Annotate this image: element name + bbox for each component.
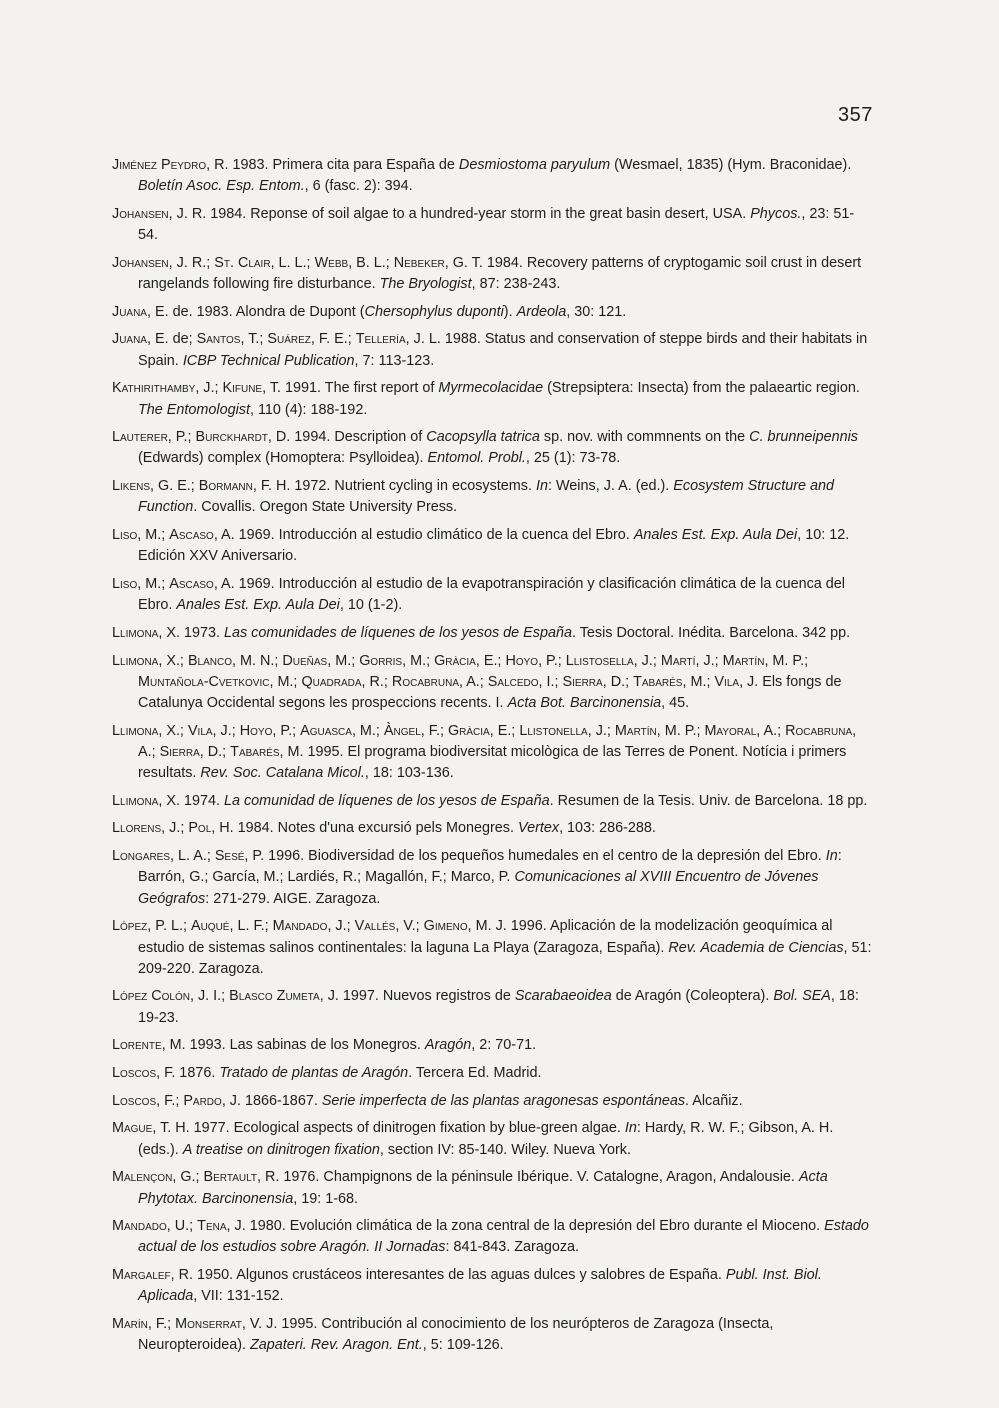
reference-author: Martí bbox=[660, 652, 696, 669]
reference-text: , 45. bbox=[661, 694, 690, 711]
reference-entry bbox=[112, 1167, 874, 1209]
reference-author: Mandado bbox=[272, 918, 328, 935]
reference-text: , J. 1997. Nuevos registros de bbox=[319, 988, 515, 1005]
reference-italic: Boletín Asoc. Esp. Entom. bbox=[138, 178, 305, 195]
reference-text: , J. R.; bbox=[168, 254, 215, 271]
reference-text: , E.; bbox=[489, 722, 520, 739]
reference-text: . Tesis Doctoral. Inédita. Barcelona. 342 pp. bbox=[571, 624, 851, 641]
reference-text: , L. F.; bbox=[229, 918, 273, 935]
reference-text: , VII: 131-152. bbox=[193, 1288, 284, 1305]
reference-entry bbox=[112, 378, 874, 420]
reference-author: Mandado bbox=[112, 1218, 167, 1235]
reference-text: , J.; bbox=[161, 820, 189, 837]
reference-author: Blanco bbox=[187, 652, 232, 669]
reference-text: : 271-279. AIGE. Zaragoza. bbox=[205, 890, 381, 907]
reference-text: , E.; bbox=[475, 652, 506, 669]
reference-entry bbox=[112, 623, 874, 644]
reference-author: Tabarés bbox=[633, 673, 683, 690]
reference-text: , B. L.; bbox=[348, 254, 394, 271]
reference-text: , J. I.; bbox=[189, 988, 230, 1005]
reference-author: Nebeker bbox=[393, 254, 445, 271]
reference-text: . Resumen de la Tesis. Univ. de Barcelona. 18 pp. bbox=[549, 792, 868, 809]
reference-entry bbox=[112, 329, 874, 371]
reference-author: Liso bbox=[112, 575, 138, 592]
reference-entry bbox=[112, 651, 874, 715]
reference-text: , 23: 51-54. bbox=[138, 205, 855, 244]
reference-entry bbox=[112, 427, 874, 469]
reference-author: Dueñas bbox=[282, 652, 328, 669]
reference-entry bbox=[112, 846, 874, 910]
reference-author: Gràcia bbox=[434, 652, 476, 669]
reference-author: Rocabruna bbox=[391, 673, 459, 690]
reference-italic: Publ. Inst. Biol. Aplicada bbox=[138, 1267, 822, 1305]
reference-author: Malençon bbox=[112, 1169, 173, 1186]
reference-author: Burckhardt bbox=[195, 429, 268, 446]
reference-text: , F. 1876. bbox=[156, 1065, 220, 1082]
reference-text: , M. 1995. El programa biodiversitat micològica de las Terres de Ponent. Notícia i primers resultats. bbox=[138, 743, 847, 782]
reference-italic: Serie imperfecta de las plantas aragonesas espontáneas bbox=[321, 1092, 686, 1109]
reference-text: , J. 1866-1867. bbox=[221, 1092, 322, 1109]
reference-text: , 18: 19-23. bbox=[138, 988, 859, 1026]
reference-author: Llimona bbox=[112, 792, 159, 809]
reference-text: , P.; bbox=[272, 722, 301, 739]
reference-italic: Vertex bbox=[518, 820, 560, 837]
reference-entry bbox=[112, 1216, 874, 1258]
reference-author: Lorente bbox=[112, 1037, 162, 1054]
reference-text: , 51: 209-220. Zaragoza. bbox=[138, 939, 872, 977]
reference-author: Liso bbox=[112, 527, 138, 544]
reference-author: Llorens bbox=[112, 820, 162, 837]
reference-author: Jiménez Peydro bbox=[112, 157, 207, 173]
reference-text: , X.; bbox=[158, 722, 188, 739]
reference-author: Llistonella bbox=[519, 722, 588, 739]
reference-author: Ascaso bbox=[169, 575, 214, 592]
reference-text: , T. 1991. The first report of bbox=[262, 380, 439, 397]
reference-author: Ascaso bbox=[169, 527, 214, 544]
reference-author: Quadrada bbox=[301, 673, 362, 690]
reference-text: : Barrón, G.; García, M.; Lardiés, R.; Magallón, F.; Marco, P. bbox=[138, 848, 842, 886]
reference-text: , R. 1983. Primera cita para España de bbox=[206, 157, 459, 173]
reference-author: Martín bbox=[614, 722, 657, 739]
reference-italic: In bbox=[624, 1120, 637, 1137]
reference-text: , X. 1974. bbox=[158, 792, 224, 809]
reference-text: , M.; bbox=[269, 673, 302, 690]
reference-entry bbox=[112, 1063, 874, 1084]
reference-author: Llimona bbox=[112, 722, 159, 739]
reference-author: López bbox=[112, 918, 148, 935]
reference-text: , 10 (1-2). bbox=[339, 597, 403, 614]
reference-italic: A treatise on dinitrogen fixation bbox=[182, 1141, 380, 1158]
reference-text: , X.; bbox=[158, 652, 188, 669]
reference-text: , V. J. 1995. Contribución al conocimiento de los neurópteros de Zaragoza (Insecta, Neuropteroidea). bbox=[138, 1316, 774, 1354]
reference-italic: ICBP Technical Publication bbox=[182, 352, 355, 369]
reference-text: , 5: 109-126. bbox=[422, 1337, 504, 1354]
reference-author: Llimona bbox=[112, 652, 159, 669]
reference-text: , A. 1969. Introducción al estudio climático de la cuenca del Ebro. bbox=[213, 527, 634, 544]
reference-author: Gimeno bbox=[423, 918, 468, 935]
reference-author: Juana bbox=[112, 331, 147, 348]
reference-text: , M.; bbox=[137, 575, 170, 592]
reference-author: Muntañola-Cvetkovic bbox=[138, 673, 270, 690]
reference-entry bbox=[112, 253, 874, 295]
reference-text: , R. 1950. Algunos crustáceos interesantes de las aguas dulces y salobres de España. bbox=[170, 1267, 726, 1284]
reference-author: Juana bbox=[112, 303, 147, 320]
reference-text: , section IV: 85-140. Wiley. Nueva York. bbox=[379, 1141, 632, 1158]
reference-author: Blasco Zumeta bbox=[229, 988, 320, 1005]
reference-author: Webb bbox=[314, 254, 349, 271]
reference-italic: Tratado de plantas de Aragón bbox=[219, 1065, 409, 1082]
reference-text: , F.; bbox=[420, 722, 448, 739]
reference-text: , T.; bbox=[240, 331, 268, 348]
reference-text: , M. N.; bbox=[232, 652, 283, 669]
reference-author: Santos bbox=[196, 331, 241, 348]
reference-italic: Ecosystem Structure and Function bbox=[138, 478, 835, 516]
reference-text: , F. H. 1972. Nutrient cycling in ecosystems. bbox=[252, 478, 536, 495]
reference-text: , A.; bbox=[138, 722, 857, 760]
reference-text: , 87: 238-243. bbox=[471, 276, 561, 293]
reference-italic: Myrmecolacidae bbox=[438, 380, 544, 397]
reference-text: , F.; bbox=[147, 1316, 176, 1333]
reference-italic: La comunidad de líquenes de los yesos de España bbox=[223, 792, 550, 809]
reference-text: sp. nov. with commnents on the bbox=[539, 429, 750, 446]
reference-text: , T. H. 1977. Ecological aspects of dinitrogen fixation by blue-green algae. bbox=[152, 1120, 625, 1137]
reference-text: , 103: 286-288. bbox=[559, 820, 656, 837]
reference-text: , 30: 121. bbox=[566, 303, 627, 320]
reference-text: de Aragón (Coleoptera). bbox=[611, 988, 774, 1005]
reference-text: , R.; bbox=[361, 673, 392, 690]
reference-text: , L. L.; bbox=[270, 254, 315, 271]
reference-text: . Tercera Ed. Madrid. bbox=[408, 1065, 542, 1082]
reference-italic: Ardeola bbox=[516, 303, 567, 320]
reference-entry bbox=[112, 1091, 874, 1112]
reference-text: , J.; bbox=[587, 722, 615, 739]
reference-text: , J. Els fongs de Catalunya Occidental segons les prospeccions recents. I. bbox=[138, 673, 842, 711]
reference-text: , M.; bbox=[351, 722, 384, 739]
reference-text: , M.; bbox=[137, 527, 170, 544]
reference-author: Sesé bbox=[214, 848, 245, 865]
reference-text: , J.; bbox=[633, 652, 661, 669]
reference-text: , P. L.; bbox=[147, 918, 191, 935]
reference-author: Vila bbox=[714, 673, 740, 690]
reference-author: Loscos bbox=[112, 1065, 157, 1082]
reference-entry bbox=[112, 155, 874, 197]
reference-text: , M. J. 1996. Aplicación de la modelización geoquímica al estudio de sistemas salinos continentales: la laguna La Playa (Zaragoza, España). bbox=[138, 918, 833, 956]
reference-text: , G. T. 1984. Recovery patterns of cryptogamic soil crust in desert rangelands following fire disturbance. bbox=[138, 254, 862, 293]
reference-text: , G.; bbox=[172, 1169, 204, 1186]
reference-author: Tena bbox=[197, 1218, 227, 1235]
reference-author: Loscos bbox=[112, 1092, 157, 1109]
reference-text: , P.; bbox=[538, 652, 566, 669]
reference-text: , M.; bbox=[402, 652, 435, 669]
reference-italic: Scarabaeoidea bbox=[514, 988, 612, 1005]
reference-author: Tellería bbox=[355, 331, 406, 348]
reference-author: Gràcia bbox=[447, 722, 490, 739]
reference-text: , J.; bbox=[327, 918, 355, 935]
reference-text: : Hardy, R. W. F.; Gibson, A. H. (eds.). bbox=[138, 1120, 834, 1158]
reference-entry bbox=[112, 1314, 874, 1356]
reference-text: , P.; bbox=[167, 429, 196, 446]
reference-text: , J. R. 1984. Reponse of soil algae to a hundred-year storm in the great basin desert, USA. bbox=[168, 205, 751, 222]
reference-italic: In bbox=[825, 848, 838, 865]
reference-author: Vallés bbox=[354, 918, 396, 935]
reference-text: , 6 (fasc. 2): 394. bbox=[304, 178, 413, 195]
reference-text: , M. 1993. Las sabinas de los Monegros. bbox=[161, 1037, 425, 1054]
reference-author: Kifune bbox=[222, 380, 263, 397]
reference-italic: Desmiostoma paryulum bbox=[458, 157, 611, 173]
reference-entry bbox=[112, 525, 874, 567]
reference-italic: The Entomologist bbox=[138, 401, 250, 418]
reference-text: , E. de. 1983. Alondra de Dupont ( bbox=[146, 303, 365, 320]
reference-italic: Entomol. Probl. bbox=[427, 450, 526, 467]
reference-text: , 19: 1-68. bbox=[293, 1190, 359, 1207]
reference-text: , D.; bbox=[199, 743, 231, 760]
reference-text: , V.; bbox=[395, 918, 424, 935]
reference-text: , U.; bbox=[166, 1218, 198, 1235]
reference-author: Sierra bbox=[159, 743, 200, 760]
reference-author: Gorris bbox=[359, 652, 403, 669]
reference-italic: Estado actual de los estudios sobre Aragón. II Jornadas bbox=[138, 1218, 869, 1256]
reference-entry bbox=[112, 1265, 874, 1307]
reference-entry bbox=[112, 791, 874, 812]
reference-text: , 25 (1): 73-78. bbox=[525, 450, 621, 467]
reference-text: : Weins, J. A. (ed.). bbox=[547, 478, 674, 495]
reference-italic: Cacopsylla tatrica bbox=[426, 429, 540, 446]
reference-italic: C. brunneipennis bbox=[749, 429, 858, 446]
reference-text: , H. 1984. Notes d'una excursió pels Monegres. bbox=[211, 820, 518, 837]
reference-italic: Anales Est. Exp. Aula Dei bbox=[176, 597, 340, 614]
page-number: 357 bbox=[838, 104, 873, 126]
reference-author: Auqué bbox=[190, 918, 230, 935]
reference-text: , G. E.; bbox=[150, 478, 199, 495]
reference-italic: Phycos. bbox=[750, 205, 802, 222]
reference-author: Bertault bbox=[203, 1169, 258, 1186]
reference-text: , L. A.; bbox=[170, 848, 215, 865]
reference-author: Rocabruna bbox=[785, 722, 853, 739]
reference-author: Àngel bbox=[383, 722, 421, 739]
reference-italic: Las comunidades de líquenes de los yesos de España bbox=[223, 624, 572, 641]
reference-text: (Wesmael, 1835) (Hym. Braconidae). bbox=[610, 157, 852, 173]
reference-author: López Colón bbox=[112, 988, 190, 1005]
reference-text: , A.; bbox=[756, 722, 786, 739]
reference-italic: Aragón bbox=[424, 1037, 472, 1054]
reference-author: Tabarés bbox=[230, 743, 280, 760]
reference-author: Mague bbox=[112, 1120, 153, 1137]
reference-italic: Rev. Soc. Catalana Micol. bbox=[200, 765, 365, 782]
reference-entry bbox=[112, 818, 874, 839]
reference-author: Salcedo bbox=[487, 673, 539, 690]
reference-italic: Chersophylus duponti bbox=[364, 303, 504, 320]
reference-author: Vila bbox=[187, 722, 213, 739]
reference-text: , R. 1976. Champignons de la péninsule Ibérique. V. Catalogne, Aragon, Andalousie. bbox=[257, 1169, 799, 1186]
reference-author: Hoyo bbox=[239, 722, 273, 739]
reference-italic: Bol. SEA bbox=[773, 988, 831, 1005]
reference-author: Johansen bbox=[112, 254, 169, 271]
reference-text: , M.; bbox=[327, 652, 360, 669]
reference-author: Kathirithamby bbox=[112, 380, 196, 397]
reference-author: Llistosella bbox=[565, 652, 634, 669]
reference-author: Hoyo bbox=[505, 652, 539, 669]
reference-author: Martín bbox=[722, 652, 765, 669]
reference-text: , J.; bbox=[695, 652, 723, 669]
reference-author: Bormann bbox=[198, 478, 253, 495]
reference-text: , 2: 70-71. bbox=[471, 1037, 537, 1054]
reference-text: , J.; bbox=[212, 722, 240, 739]
reference-author: Mayoral bbox=[704, 722, 757, 739]
reference-italic: In bbox=[535, 478, 548, 495]
reference-text: (Edwards) complex (Homoptera: Psylloidea). bbox=[138, 450, 428, 467]
reference-author: St. Clair bbox=[214, 254, 271, 271]
reference-italic: Acta Phytotax. Barcinonensia bbox=[138, 1169, 828, 1207]
reference-text: , M. P.; bbox=[764, 652, 809, 669]
reference-entry bbox=[112, 302, 874, 323]
reference-text: (Strepsiptera: Insecta) from the palaeartic region. bbox=[543, 380, 860, 397]
reference-text: ). bbox=[503, 303, 517, 320]
reference-author: Longares bbox=[112, 848, 171, 865]
reference-text: , X. 1973. bbox=[158, 624, 224, 641]
reference-author: Pol bbox=[188, 820, 212, 837]
reference-italic: Comunicaciones al XVIII Encuentro de Jóvenes Geógrafos bbox=[138, 869, 819, 907]
reference-text: , A. 1969. Introducción al estudio de la evapotranspiración y clasificación climática de la cuenca del Ebro. bbox=[138, 575, 845, 614]
reference-text: , 7: 113-123. bbox=[354, 352, 435, 369]
reference-entry bbox=[112, 204, 874, 246]
reference-entry bbox=[112, 916, 874, 980]
reference-author: Marín bbox=[112, 1316, 148, 1333]
reference-italic: Rev. Academia de Ciencias bbox=[668, 939, 844, 956]
reference-entry bbox=[112, 1118, 874, 1160]
reference-text: , M. P.; bbox=[656, 722, 705, 739]
reference-author: Margalef bbox=[112, 1267, 171, 1284]
reference-author: Johansen bbox=[112, 205, 169, 222]
reference-author: Pardo bbox=[183, 1092, 222, 1109]
reference-text: , 18: 103-136. bbox=[364, 765, 454, 782]
reference-text: , 10: 12. Edición XXV Aniversario. bbox=[138, 527, 850, 565]
reference-author: Likens bbox=[112, 478, 151, 495]
reference-entry bbox=[112, 986, 874, 1028]
reference-text: , P. 1996. Biodiversidad de los pequeños humedales en el centro de la depresión del Ebro. bbox=[244, 848, 826, 865]
reference-entry bbox=[112, 476, 874, 518]
reference-author: Llimona bbox=[112, 624, 159, 641]
reference-text: , J. L. 1988. Status and conservation of steppe birds and their habitats in Spain. bbox=[138, 331, 868, 369]
reference-list bbox=[112, 155, 874, 1363]
reference-italic: Anales Est. Exp. Aula Dei bbox=[633, 527, 798, 544]
reference-italic: Acta Bot. Barcinonensia bbox=[507, 694, 662, 711]
reference-italic: The Bryologist bbox=[379, 276, 472, 293]
reference-text: , J. 1980. Evolución climática de la zona central de la depresión del Ebro durante el Mioceno. bbox=[226, 1218, 825, 1235]
reference-text: , D. 1994. Description of bbox=[267, 429, 427, 446]
reference-text: , A.; bbox=[459, 673, 488, 690]
reference-text: , I.; bbox=[538, 673, 563, 690]
reference-author: Monserrat bbox=[175, 1316, 242, 1333]
reference-author: Lauterer bbox=[112, 429, 168, 446]
reference-text: , M.; bbox=[682, 673, 715, 690]
reference-text: : 841-843. Zaragoza. bbox=[445, 1239, 580, 1256]
reference-text: , F. E.; bbox=[310, 331, 356, 348]
reference-text: , 110 (4): 188-192. bbox=[249, 401, 368, 418]
reference-entry bbox=[112, 574, 874, 616]
reference-text: , J.; bbox=[195, 380, 223, 397]
reference-text: , D.; bbox=[602, 673, 634, 690]
reference-author: Sierra bbox=[562, 673, 603, 690]
reference-text: . Alcañiz. bbox=[685, 1092, 743, 1109]
reference-author: Suárez bbox=[267, 331, 311, 348]
reference-entry bbox=[112, 721, 874, 785]
reference-text: , E. de; bbox=[146, 331, 197, 348]
reference-author: Aguasca bbox=[300, 722, 352, 739]
reference-italic: Zapateri. Rev. Aragon. Ent. bbox=[250, 1337, 423, 1354]
reference-text: , F.; bbox=[156, 1092, 184, 1109]
reference-text: . Covallis. Oregon State University Press. bbox=[193, 499, 458, 516]
reference-entry bbox=[112, 1035, 874, 1056]
